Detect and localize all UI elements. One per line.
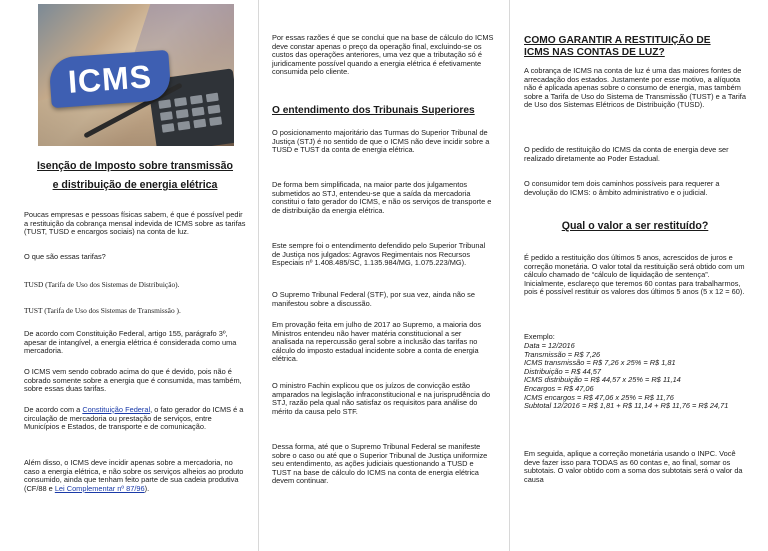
example-label: Exemplo: bbox=[524, 332, 555, 341]
section-heading-tribunais: O entendimento dos Tribunais Superiores bbox=[272, 105, 475, 116]
calculation-paragraph: É pedido a restituição dos últimos 5 anos, acrescidos de juros e correção monetária. O valor total da restituição será obtido com um cálculo chamado de “cálculo de liquidação de sentença”. Inicialmente, esclareço que teremos 60 contas para trabalharmos, pois é possível restituir os valores dos últimos 5 anos (5 x 12 = 60). bbox=[524, 253, 745, 297]
example-line: Encargos = R$ 47,06 bbox=[524, 383, 594, 393]
icms-calculator-money-image bbox=[38, 4, 234, 146]
judgments-paragraph: De forma bem simplificada, na maior parte dos julgamentos submetidos ao STJ, entendeu-se que a saída da mercadoria constitui o fato gerador do ICMS, e não os serviços de transporte e de distribuição da energia elétrica. bbox=[272, 180, 492, 215]
tust-definition: TUST (Tarifa de Uso dos Sistemas de Transmissão ). bbox=[24, 306, 181, 315]
page-title: Isenção de Imposto sobre transmissão e distribuição de energia elétrica bbox=[36, 160, 234, 191]
constitution-paragraph: De acordo com Constituição Federal, artigo 155, parágrafo 3º, apesar de intangível, a energia elétrica é considerada como uma mercadoria. bbox=[24, 329, 237, 356]
example-line: Subtotal 12/2016 = R$ 1,81 + R$ 11,14 + R$ 11,76 = R$ 24,71 bbox=[524, 401, 729, 411]
column-divider-1 bbox=[258, 0, 259, 551]
fachin-paragraph: O ministro Fachin explicou que os juízos de convicção estão amparados na legislação infraconstitucional e na jurisprudência do STJ, razão pela qual não satisfaz os requisitos para análise do mérito da causa pelo STF. bbox=[272, 381, 491, 416]
icms-overcharge-paragraph: O ICMS vem sendo cobrado acima do que é devido, pois não é cobrado somente sobre a energia que é consumida, mas também, sobre essas duas tarifas. bbox=[24, 367, 242, 394]
column-left bbox=[24, 0, 246, 551]
final-paragraph: Dessa forma, até que o Supremo Tribunal Federal se manifeste sobre o caso ou até que o Superior Tribunal de Justiça uniformize seu entendimento, as ações judiciais questionando a TUSD e TUST na base de cálculo do ICMS na conta de energia elétrica devem continuar. bbox=[272, 442, 488, 486]
example-line: Transmissão = R$ 7,26 bbox=[524, 349, 601, 359]
precedents-paragraph: Este sempre foi o entendimento defendido pelo Superior Tribunal de Justiça nos julgados: Agravos Regimentais nos Recursos Especiais nº 1.408.485/SC, 1.135.984/MG, 1.075.223/MG). bbox=[272, 241, 486, 268]
example-list bbox=[524, 342, 746, 411]
lei-complementar-link[interactable]: Lei Complementar nº 87/96 bbox=[54, 483, 145, 493]
correction-paragraph: Em seguida, aplique a correção monetária usando o INPC. Você deve fazer isso para TODAS as 60 contas e, ao final, somar os subtotais. O valor obtido com a soma dos subtotais será o valor da causa bbox=[524, 449, 743, 484]
example-line: Data = 12/2016 bbox=[524, 341, 575, 350]
example-line: Distribuição = R$ 44,57 bbox=[524, 366, 602, 376]
example-line: ICMS distribuição = R$ 44,57 x 25% = R$ 11,14 bbox=[524, 375, 681, 385]
example-line: ICMS transmissão = R$ 7,26 x 25% = R$ 1,81 bbox=[524, 358, 676, 368]
july-2017-paragraph: Em provação feita em julho de 2017 ao Supremo, a maioria dos Ministros entendeu não haver matéria constitucional a ser analisada na repercussão geral sobre a inclusão das tarifas no cálculo do imposto estadual incidente sobre a conta de energia elétrica. bbox=[272, 320, 482, 364]
stf-paragraph: O Supremo Tribunal Federal (STF), por sua vez, ainda não se manifestou sobre a discussão. bbox=[272, 290, 475, 308]
request-paragraph: O pedido de restituição do ICMS da conta de energia deve ser realizado diretamente ao Poder Estadual. bbox=[524, 145, 729, 163]
example-line: ICMS encargos = R$ 47,06 x 25% = R$ 11,76 bbox=[524, 392, 674, 402]
constituicao-federal-link[interactable]: Constituição Federal bbox=[82, 405, 151, 414]
conclusion-paragraph: Por essas razões é que se conclui que na base de cálculo do ICMS deve constar apenas o preço da operação final, excluindo-se os custos das operações anteriores, uma vez que a tributação só é juridicamente possível quando a energia elétrica é efetivamente consumida pelo cliente. bbox=[272, 33, 494, 77]
column-divider-2 bbox=[509, 0, 510, 551]
stj-paragraph: O posicionamento majoritário das Turmas do Superior Tribunal de Justiça (STJ) é no sentido de que o ICMS não deve incidir sobre a TUSD e TUST da conta de energia elétrica. bbox=[272, 128, 490, 155]
paths-paragraph: O consumidor tem dois caminhos possíveis para requerer a devolução do ICMS: o âmbito administrativo e o judicial. bbox=[524, 179, 720, 197]
fact-generator-paragraph: De acordo com a Constituição Federal, o fato gerador do ICMS é a circulação de mercadoria ou prestação de serviços, entre Municípios e Estados, de transporte e de comunicação. bbox=[24, 405, 244, 432]
section-heading-restituicao: COMO GARANTIR A RESTITUIÇÃO DE ICMS NAS CONTAS DE LUZ? bbox=[524, 35, 711, 58]
question-paragraph: O que são essas tarifas? bbox=[24, 252, 106, 261]
column-middle bbox=[272, 0, 494, 551]
tusd-definition: TUSD (Tarifa de Uso dos Sistemas de Distribuição). bbox=[24, 280, 180, 289]
intro-paragraph: Poucas empresas e pessoas físicas sabem, é que é possível pedir a restituição da cobrança mensal indevida de ICMS sobre as tarifas (TUST, TUSD e encargos sociais) na conta de luz. bbox=[24, 210, 246, 237]
icms-badge: ICMS bbox=[48, 50, 171, 108]
column-right bbox=[524, 0, 746, 551]
section-heading-valor: Qual o valor a ser restituído? bbox=[561, 220, 709, 232]
merchandise-paragraph: Além disso, o ICMS deve incidir apenas sobre a mercadoria, no caso a energia elétrica, e não sobre os serviços alheios ao produto consumido, ainda que tenham feito parte de sua cadeia produtiva (CF/88 e Lei Complementar nº 87/96). bbox=[24, 458, 244, 493]
icms-collection-paragraph: A cobrança de ICMS na conta de luz é uma das maiores fontes de arrecadação dos estados. Justamente por esse motivo, a alíquota não é aplicada apenas sobre o consumo de energia, mas também sobre a Tarifa de Uso do Sistema de Transmissão (TUST) e a Tarifa de Uso dos Sistemas Elétricos de Distribuição (TUSD). bbox=[524, 66, 746, 110]
